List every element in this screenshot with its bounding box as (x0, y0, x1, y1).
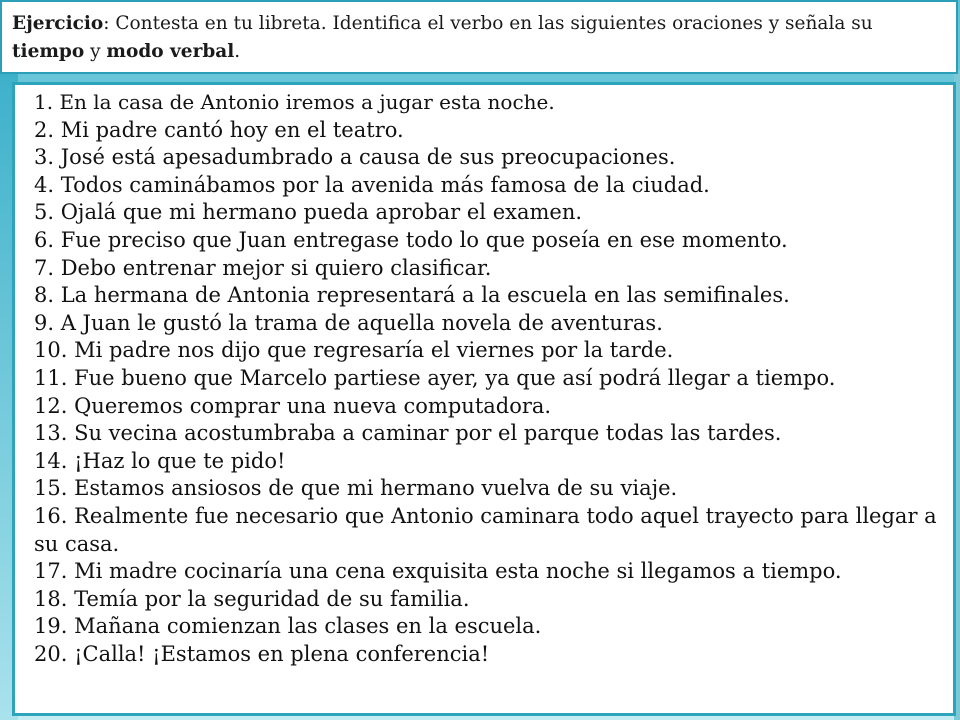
sentence-item: 14. ¡Haz lo que te pido! (34, 448, 286, 473)
sentence-item: 18. Temía por la seguridad de su familia. (34, 586, 470, 611)
instruction-separator: : (103, 13, 116, 34)
sentence-item: 7. Debo entrenar mejor si quiero clasificar. (34, 255, 492, 280)
sentence-item: 19. Mañana comienzan las clases en la escuela. (34, 614, 542, 639)
sentences-panel (12, 82, 956, 716)
instruction-bold-tiempo: tiempo (12, 41, 85, 62)
sentence-item: 8. La hermana de Antonia representará a la escuela en las semifinales. (34, 283, 790, 308)
sentence-item: 16. Realmente fue necesario que Antonio caminara todo aquel trayecto para llegar a su casa. (34, 503, 937, 556)
sentence-list (34, 89, 939, 668)
sentence-item: 17. Mi madre cocinaría una cena exquisita esta noche si llegamos a tiempo. (34, 559, 842, 584)
instruction-label: Ejercicio (12, 13, 104, 34)
instruction-end: . (234, 41, 241, 62)
sentence-item: 4. Todos caminábamos por la avenida más famosa de la ciudad. (34, 172, 710, 197)
instruction-bold-modo: modo verbal (106, 41, 235, 62)
sentence-item: 2. Mi padre cantó hoy en el teatro. (34, 117, 404, 142)
instruction-mid: y (84, 41, 107, 62)
sentence-item: 3. José está apesadumbrado a causa de sus preocupaciones. (34, 145, 676, 170)
sentence-item: 12. Queremos comprar una nueva computadora. (34, 393, 552, 418)
sentence-item: 9. A Juan le gustó la trama de aquella novela de aventuras. (34, 310, 663, 335)
sentence-item: 20. ¡Calla! ¡Estamos en plena conferencia! (34, 641, 490, 666)
sentence-item: 5. Ojalá que mi hermano pueda aprobar el examen. (34, 200, 583, 225)
sentence-item: 15. Estamos ansiosos de que mi hermano vuelva de su viaje. (34, 476, 678, 501)
instruction-box (0, 0, 958, 74)
sentence-item: 10. Mi padre nos dijo que regresaría el viernes por la tarde. (34, 338, 674, 363)
sentence-item: 6. Fue preciso que Juan entregase todo lo que poseía en ese momento. (34, 227, 788, 252)
sentence-item: 11. Fue bueno que Marcelo partiese ayer, ya que así podrá llegar a tiempo. (34, 365, 836, 390)
sentence-item: 13. Su vecina acostumbraba a caminar por el parque todas las tardes. (34, 421, 782, 446)
instruction-text: Contesta en tu libreta. Identifica el verbo en las siguientes oraciones y señala su (115, 13, 873, 34)
sentence-item: 1. En la casa de Antonio iremos a jugar esta noche. (34, 90, 555, 114)
